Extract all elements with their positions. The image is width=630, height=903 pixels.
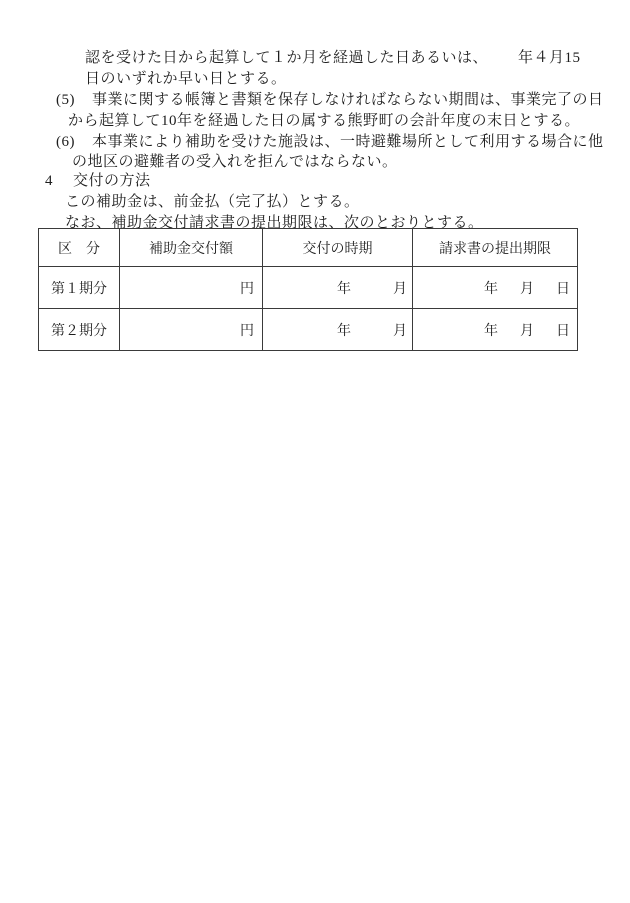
cell-period2-deadline: 年 月 日	[413, 309, 578, 351]
header-cell-timing: 交付の時期	[263, 229, 413, 267]
cell-period2-category: 第２期分	[39, 309, 120, 351]
item6-text-line1: 本事業により補助を受けた施設は、一時避難場所として利用する場合に他	[92, 134, 604, 150]
body-text-line2: 日のいずれか早い日とする。	[85, 71, 287, 87]
date-fragment-april15: 年４月15	[518, 50, 581, 66]
header-cell-category: 区 分	[39, 229, 120, 267]
table-row-period2	[39, 309, 578, 351]
table-header-row	[39, 229, 578, 267]
section4-text-line1: この補助金は、前金払（完了払）とする。	[65, 194, 360, 210]
list-marker-item6: (6)	[56, 134, 75, 150]
cell-period2-timing: 年 月	[263, 309, 413, 351]
cell-period1-deadline: 年 月 日	[413, 267, 578, 309]
list-marker-item5: (5)	[56, 92, 75, 108]
header-cell-deadline: 請求書の提出期限	[413, 229, 578, 267]
section4-number: 4	[45, 173, 53, 189]
cell-period1-timing: 年 月	[263, 267, 413, 309]
section4-heading: 交付の方法	[73, 173, 151, 189]
item5-text-line1: 事業に関する帳簿と書類を保存しなければならない期間は、事業完了の日	[92, 92, 604, 108]
cell-period2-amount: 円	[120, 309, 263, 351]
payment-schedule-table	[38, 228, 578, 351]
header-cell-amount: 補助金交付額	[120, 229, 263, 267]
item6-text-line2: の地区の避難者の受入れを拒んではならない。	[72, 154, 398, 170]
body-text-line1: 認を受けた日から起算して１か月を経過した日あるいは、	[85, 50, 489, 66]
item5-text-line2: から起算して10年を経過した日の属する熊野町の会計年度の末日とする。	[68, 113, 581, 129]
cell-period1-category: 第１期分	[39, 267, 120, 309]
section4-text-line2: なお、補助金交付請求書の提出期限は、次のとおりとする。	[65, 215, 484, 231]
table-row-period1	[39, 267, 578, 309]
cell-period1-amount: 円	[120, 267, 263, 309]
